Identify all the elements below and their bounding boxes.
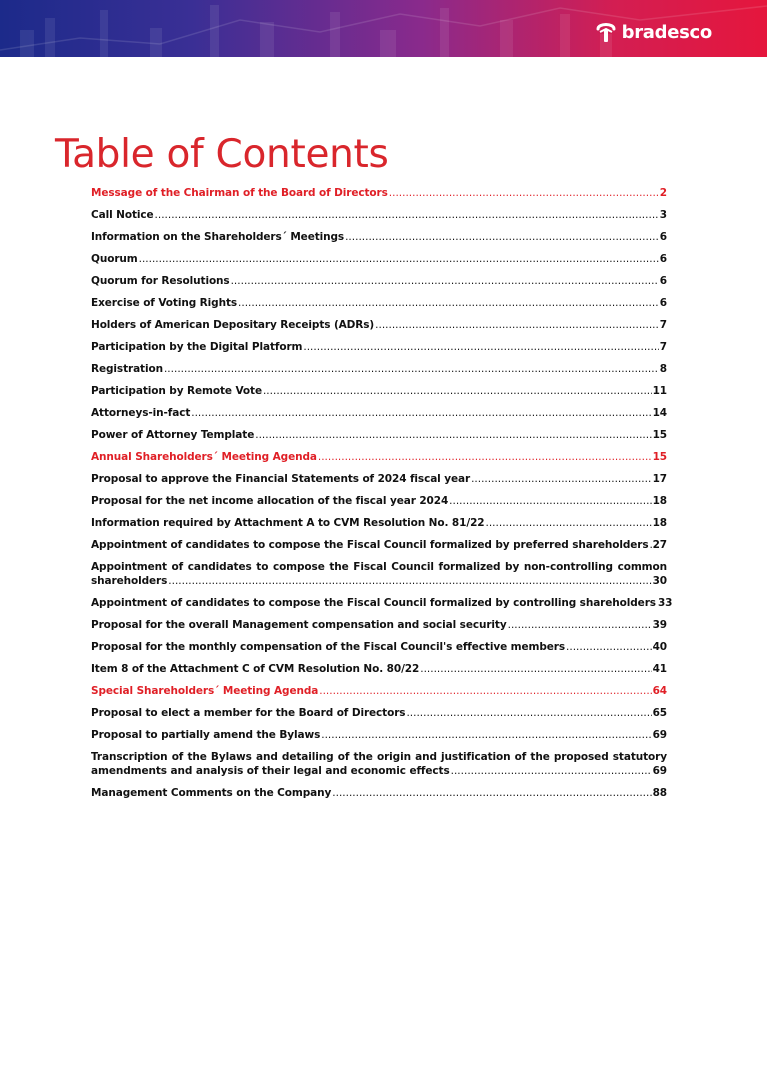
toc-entry-label-line1: Transcription of the Bylaws and detailing of the origin and justification of the proposed statutory <box>91 751 667 763</box>
toc-leader-dots <box>318 446 652 468</box>
toc-entry-label: Proposal to elect a member for the Board of Directors <box>91 707 406 719</box>
toc-leader-dots <box>139 248 659 270</box>
toc-entry-label: Quorum for Resolutions <box>91 275 230 287</box>
toc-entry-label: Participation by Remote Vote <box>91 385 262 397</box>
toc-entry-label: Proposal to partially amend the Bylaws <box>91 729 321 741</box>
page-title: Table of Contents <box>55 132 389 177</box>
toc-entry-page: 27 <box>652 539 667 551</box>
toc-entry-label: Proposal for the monthly compensation of the Fiscal Council's effective members <box>91 641 566 653</box>
toc-entry-page: 17 <box>652 473 667 485</box>
toc-entry-label: Item 8 of the Attachment C of CVM Resolution No. 80/22 <box>91 663 420 675</box>
toc-entry-page: 7 <box>659 341 667 353</box>
toc-entry-label: Holders of American Depositary Receipts (ADRs) <box>91 319 375 331</box>
toc-entry-label-line2: amendments and analysis of their legal and economic effects <box>91 765 450 777</box>
toc-entry[interactable] <box>91 336 667 358</box>
toc-entry[interactable] <box>91 702 667 724</box>
toc-entry-page: 65 <box>652 707 667 719</box>
toc-entry[interactable] <box>91 226 667 248</box>
toc-entry-page: 6 <box>659 231 667 243</box>
toc-entry-page: 64 <box>652 685 667 697</box>
toc-entry-page: 41 <box>652 663 667 675</box>
table-of-contents <box>91 182 673 804</box>
toc-leader-dots <box>164 358 659 380</box>
toc-entry-label: Registration <box>91 363 163 375</box>
toc-entry[interactable] <box>91 402 667 424</box>
toc-leader-dots <box>471 468 652 490</box>
toc-leader-dots <box>345 226 659 248</box>
header-banner <box>0 0 767 57</box>
toc-entry-label: Message of the Chairman of the Board of Directors <box>91 187 388 199</box>
toc-entry[interactable] <box>91 424 667 446</box>
toc-entry-label: Proposal for the net income allocation of the fiscal year 2024 <box>91 495 449 507</box>
toc-leader-dots <box>255 424 651 446</box>
toc-entry[interactable] <box>91 512 667 534</box>
toc-leader-dots <box>389 182 659 204</box>
toc-entry[interactable] <box>91 380 667 402</box>
toc-entry-page: 2 <box>659 187 667 199</box>
toc-entry-page: 3 <box>659 209 667 221</box>
toc-leader-dots <box>508 614 652 636</box>
toc-leader-dots <box>332 782 651 804</box>
toc-entry-label: Information on the Shareholders´ Meetings <box>91 231 345 243</box>
toc-leader-dots <box>303 336 658 358</box>
toc-leader-dots <box>650 534 652 556</box>
toc-leader-dots <box>191 402 651 424</box>
toc-entry-page: 18 <box>652 517 667 529</box>
toc-entry-label-line1: Appointment of candidates to compose the Fiscal Council formalized by non-controlling common <box>91 561 667 573</box>
toc-entry-label: Quorum <box>91 253 138 265</box>
toc-leader-dots <box>238 292 659 314</box>
toc-entry-page: 6 <box>659 297 667 309</box>
toc-entry-page: 15 <box>652 451 667 463</box>
toc-entry-label: Proposal for the overall Management compensation and social security <box>91 619 507 631</box>
toc-leader-dots <box>168 574 651 588</box>
toc-entry-page: 11 <box>652 385 667 397</box>
toc-entry[interactable] <box>91 658 667 680</box>
brand-name: bradesco <box>621 21 712 43</box>
toc-entry-page: 14 <box>652 407 667 419</box>
bradesco-logo <box>595 19 712 45</box>
toc-entry-page: 40 <box>652 641 667 653</box>
toc-leader-dots <box>231 270 659 292</box>
toc-entry[interactable] <box>91 556 667 592</box>
toc-entry[interactable] <box>91 314 667 336</box>
toc-leader-dots <box>420 658 651 680</box>
toc-entry[interactable] <box>91 614 667 636</box>
toc-entry-page: 39 <box>652 619 667 631</box>
toc-entry-label-line2: shareholders <box>91 575 168 587</box>
toc-leader-dots <box>321 724 651 746</box>
toc-entry[interactable] <box>91 270 667 292</box>
toc-entry[interactable] <box>91 292 667 314</box>
toc-entry-page: 6 <box>659 253 667 265</box>
toc-entry-page: 7 <box>659 319 667 331</box>
toc-entry-page: 69 <box>652 765 667 777</box>
toc-entry[interactable] <box>91 248 667 270</box>
toc-entry-page: 15 <box>652 429 667 441</box>
toc-entry-label: Annual Shareholders´ Meeting Agenda <box>91 451 317 463</box>
toc-entry[interactable] <box>91 468 667 490</box>
toc-entry-page: 6 <box>659 275 667 287</box>
toc-entry-label: Power of Attorney Template <box>91 429 255 441</box>
toc-leader-dots <box>155 204 659 226</box>
bradesco-tree-icon <box>595 20 617 44</box>
toc-entry-label: Proposal to approve the Financial Statements of 2024 fiscal year <box>91 473 471 485</box>
toc-entry-label: Call Notice <box>91 209 154 221</box>
toc-leader-dots <box>263 380 652 402</box>
toc-entry-page: 8 <box>659 363 667 375</box>
toc-entry-label: Special Shareholders´ Meeting Agenda <box>91 685 319 697</box>
toc-entry[interactable] <box>91 534 667 556</box>
toc-entry[interactable] <box>91 490 667 512</box>
toc-entry-page: 18 <box>652 495 667 507</box>
toc-leader-dots <box>319 680 651 702</box>
toc-leader-dots <box>449 490 651 512</box>
toc-leader-dots <box>486 512 652 534</box>
toc-entry-page: 30 <box>652 575 667 587</box>
toc-entry-label: Attorneys-in-fact <box>91 407 191 419</box>
toc-leader-dots <box>406 702 651 724</box>
toc-leader-dots <box>451 764 652 778</box>
toc-entry[interactable] <box>91 358 667 380</box>
toc-entry[interactable] <box>91 782 667 804</box>
toc-entry-label: Exercise of Voting Rights <box>91 297 238 309</box>
toc-entry-label: Management Comments on the Company <box>91 787 332 799</box>
toc-entry-page: 33 <box>657 597 673 609</box>
toc-leader-dots <box>566 636 652 658</box>
toc-entry[interactable] <box>91 636 667 658</box>
toc-entry[interactable] <box>91 724 667 746</box>
toc-entry[interactable] <box>91 746 667 782</box>
toc-entry-label: Information required by Attachment A to CVM Resolution No. 81/22 <box>91 517 485 529</box>
toc-entry-label: Appointment of candidates to compose the Fiscal Council formalized by controlling shareholders <box>91 597 656 609</box>
toc-entry[interactable] <box>91 182 667 204</box>
toc-entry[interactable] <box>91 592 673 614</box>
toc-entry[interactable] <box>91 204 667 226</box>
toc-entry[interactable] <box>91 446 667 468</box>
toc-entry-page: 88 <box>652 787 667 799</box>
toc-entry-label: Participation by the Digital Platform <box>91 341 303 353</box>
toc-leader-dots <box>375 314 659 336</box>
toc-entry[interactable] <box>91 680 667 702</box>
toc-entry-page: 69 <box>652 729 667 741</box>
toc-entry-label: Appointment of candidates to compose the Fiscal Council formalized by preferred shareholders <box>91 539 649 551</box>
